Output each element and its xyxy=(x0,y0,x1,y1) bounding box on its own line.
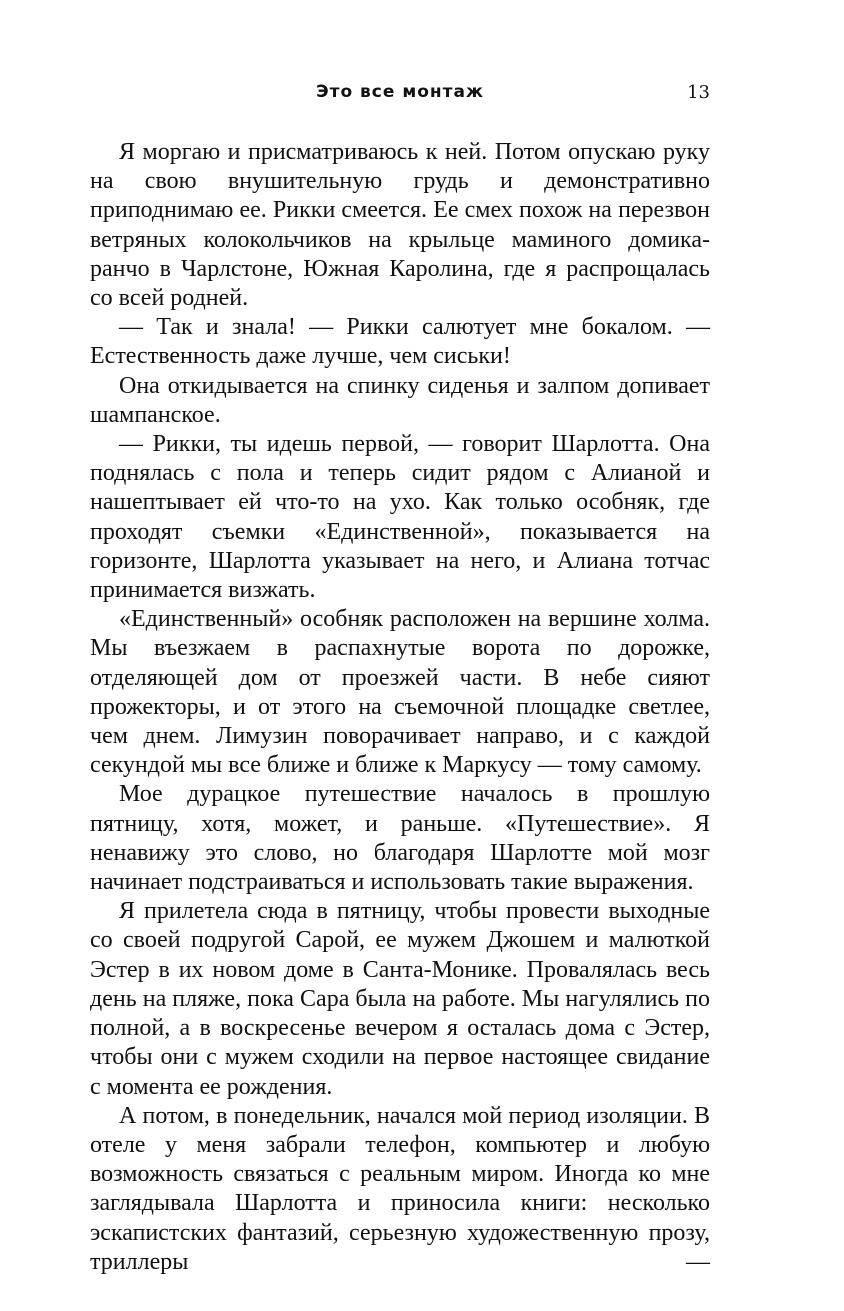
paragraph-6: Мое дурацкое путешествие началось в прошлую пятницу, хотя, может, и раньше. «Путешествие». Я ненавижу это слово, но благодаря Шарлотте мой мозг начинает подстраиваться и использовать такие выражения. xyxy=(90,781,710,896)
paragraph-3: Она откидывается на спинку сиденья и залпом допивает шампанское. xyxy=(90,372,710,428)
page-number: 13 xyxy=(687,82,710,103)
running-title: Это все монтаж xyxy=(316,82,484,102)
paragraph-8: А потом, в понедельник, начался мой период изоляции. В отеле у меня забрали телефон, компьютер и любую возможность связаться с реальным миром. Иногда ко мне заглядывала Шарлотта и приносила книги: несколько эскапистских фантазий, серьезную художественную прозу, триллеры — xyxy=(90,1102,710,1275)
running-head xyxy=(90,82,710,112)
paragraph-2: — Так и знала! — Рикки салютует мне бокалом. — Естественность даже лучше, чем сиськи! xyxy=(90,314,710,370)
paragraph-5: «Единственный» особняк расположен на вершине холма. Мы въезжаем в распахнутые ворота по дорожке, отделяющей дом от проезжей части. В небе сияют прожекторы, и от этого на съемочной площадке светлее, чем днем. Лимузин поворачивает направо, и с каждой секундой мы все ближе и ближе к Маркусу — тому самому. xyxy=(90,606,710,779)
body-text xyxy=(90,138,710,1277)
paragraph-1: Я моргаю и присматриваюсь к ней. Потом опускаю руку на свою внушительную грудь и демонстративно приподнимаю ее. Рикки смеется. Ее смех похож на перезвон ветряных колокольчиков на крыльце маминого домика-ранчо в Чарлстоне, Южная Каролина, где я распрощалась со всей родней. xyxy=(90,139,710,312)
paragraph-7: Я прилетела сюда в пятницу, чтобы провести выходные со своей подругой Сарой, ее мужем Джошем и малюткой Эстер в их новом доме в Санта-Монике. Провалялась весь день на пляже, пока Сара была на работе. Мы нагулялись по полной, а в воскресенье вечером я осталась дома с Эстер, чтобы они с мужем сходили на первое настоящее свидание с момента ее рождения. xyxy=(90,898,710,1100)
paragraph-4: — Рикки, ты идешь первой, — говорит Шарлотта. Она поднялась с пола и теперь сидит рядом с Алианой и нашептывает ей что-то на ухо. Как только особняк, где проходят съемки «Единственной», показывается на горизонте, Шарлотта указывает на него, и Алиана тотчас принимается визжать. xyxy=(90,431,710,604)
